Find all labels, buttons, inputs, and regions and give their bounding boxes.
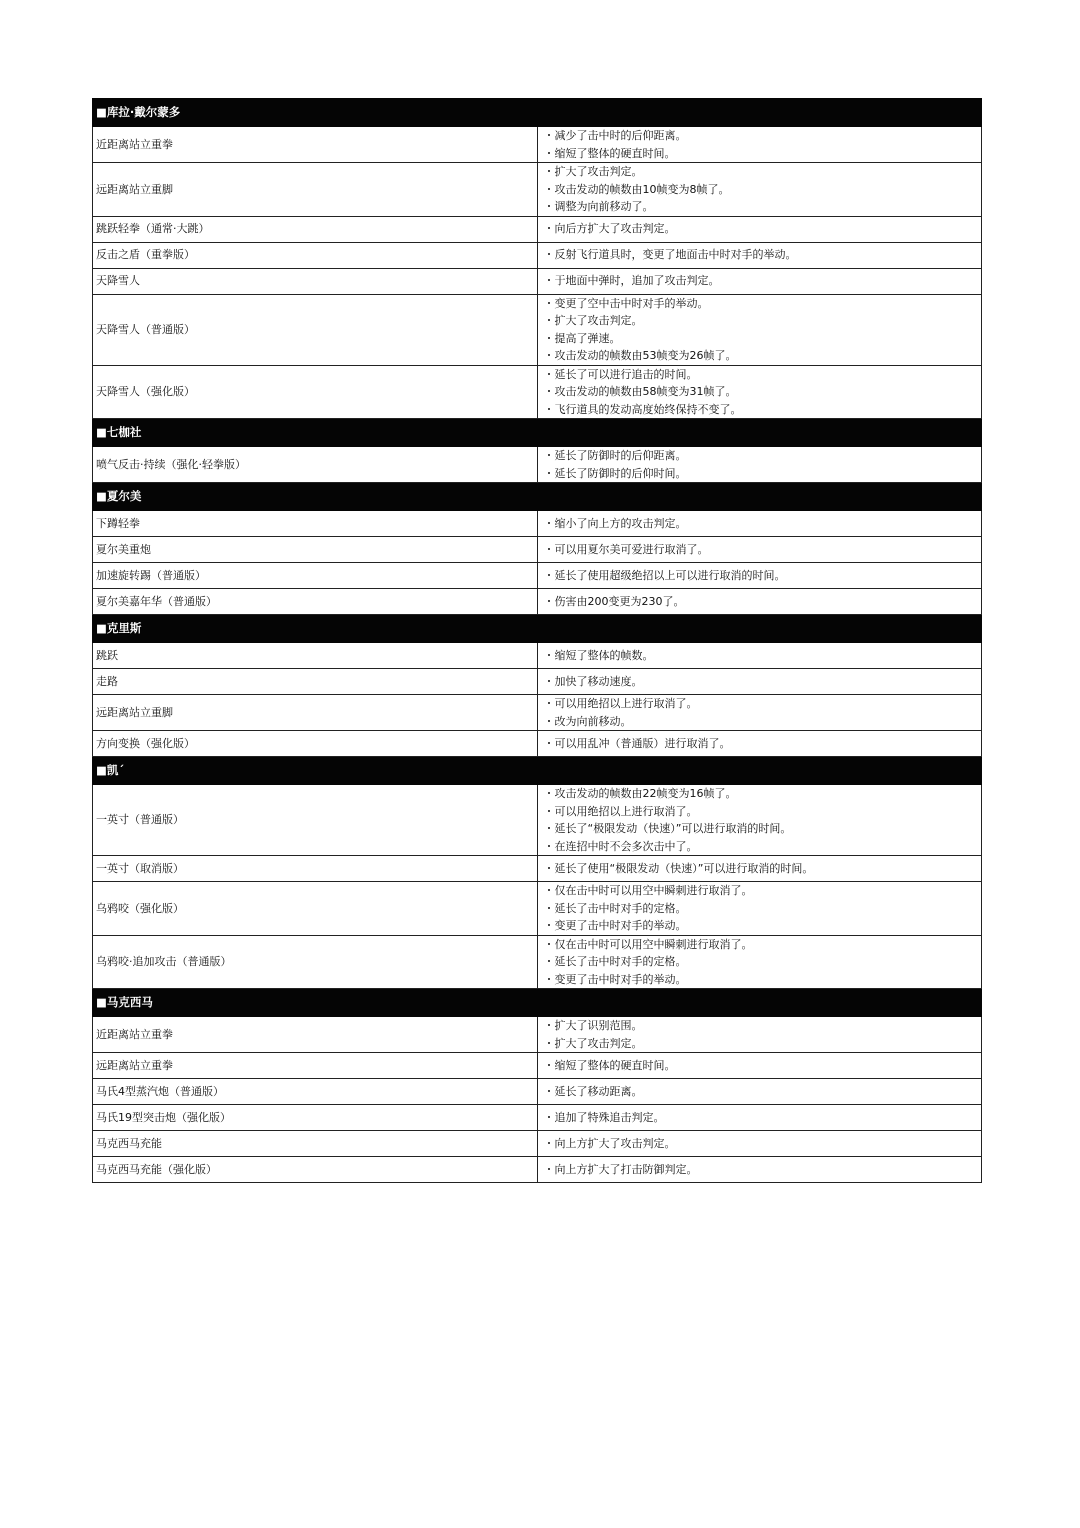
section-title: ■马克西马 xyxy=(93,989,982,1017)
move-name-cell: 跳跃轻拳（通常·大跳） xyxy=(93,216,538,242)
change-note-line: ・缩短了整体的帧数。 xyxy=(543,648,654,662)
change-notes-cell xyxy=(537,242,982,268)
table-row xyxy=(93,447,982,483)
change-note-line: ・可以用绝招以上进行取消了。 xyxy=(543,804,698,818)
change-note-line: ・延长了击中时对手的定格。 xyxy=(543,955,687,968)
change-note-line: ・攻击发动的帧数由58帧变为31帧了。 xyxy=(543,385,737,398)
section-header xyxy=(93,615,982,643)
move-name-cell: 马氏19型突击炮（强化版） xyxy=(93,1105,538,1131)
table-row xyxy=(93,563,982,589)
change-notes-cell xyxy=(537,669,982,695)
change-note-line: ・可以用绝招以上进行取消了。 xyxy=(543,697,698,710)
section-title: ■克里斯 xyxy=(93,615,982,643)
change-notes-cell xyxy=(537,294,982,365)
table-row xyxy=(93,643,982,669)
table-row xyxy=(93,669,982,695)
change-notes-cell xyxy=(537,365,982,419)
change-notes-cell xyxy=(537,695,982,731)
move-name-cell: 夏尔美嘉年华（普通版） xyxy=(93,589,538,615)
change-notes-cell xyxy=(537,163,982,217)
change-note-line: ・扩大了攻击判定。 xyxy=(543,165,643,178)
change-notes-cell xyxy=(537,1053,982,1079)
change-notes-cell xyxy=(537,1105,982,1131)
change-notes-cell xyxy=(537,1079,982,1105)
move-name-cell: 天降雪人（普通版） xyxy=(93,294,538,365)
table-row xyxy=(93,511,982,537)
change-notes-cell xyxy=(537,785,982,856)
move-name-cell: 马克西马充能 xyxy=(93,1131,538,1157)
table-row xyxy=(93,163,982,217)
change-note-line: ・于地面中弹时，追加了攻击判定。 xyxy=(543,274,720,288)
change-notes-cell xyxy=(537,216,982,242)
table-row xyxy=(93,1157,982,1183)
change-note-line: ・延长了使用超级绝招以上可以进行取消的时间。 xyxy=(543,568,786,582)
patch-notes-body xyxy=(93,99,982,1183)
patch-notes-table xyxy=(92,98,982,1183)
change-note-line: ・变更了击中时对手的举动。 xyxy=(543,919,687,932)
move-name-cell: 近距离站立重拳 xyxy=(93,127,538,163)
change-note-line: ・攻击发动的帧数由53帧变为26帧了。 xyxy=(543,349,737,362)
table-row xyxy=(93,365,982,419)
move-name-cell: 天降雪人 xyxy=(93,268,538,294)
table-row xyxy=(93,731,982,757)
change-note-line: ・变更了空中击中时对手的举动。 xyxy=(543,296,709,310)
change-notes-cell xyxy=(537,882,982,936)
section-header xyxy=(93,757,982,785)
section-header xyxy=(93,419,982,447)
change-note-line: ・攻击发动的帧数由22帧变为16帧了。 xyxy=(543,787,737,800)
change-note-line: ・延长了防御时的后仰距离。 xyxy=(543,449,687,462)
move-name-cell: 加速旋转踢（普通版） xyxy=(93,563,538,589)
patch-notes-sheet xyxy=(92,98,982,1183)
change-notes-cell xyxy=(537,447,982,483)
change-note-line: ・延长了防御时的后仰时间。 xyxy=(543,466,687,480)
move-name-cell: 走路 xyxy=(93,669,538,695)
change-note-line: ・在连招中时不会多次击中了。 xyxy=(543,839,698,853)
change-note-line: ・追加了特殊追击判定。 xyxy=(543,1110,665,1124)
move-name-cell: 反击之盾（重拳版） xyxy=(93,242,538,268)
table-row xyxy=(93,1131,982,1157)
change-note-line: ・缩小了向上方的攻击判定。 xyxy=(543,516,687,530)
table-row xyxy=(93,537,982,563)
table-row xyxy=(93,589,982,615)
change-notes-cell xyxy=(537,511,982,537)
change-notes-cell xyxy=(537,1131,982,1157)
change-note-line: ・扩大了攻击判定。 xyxy=(543,314,643,327)
move-name-cell: 马氏4型蒸汽炮（普通版） xyxy=(93,1079,538,1105)
move-name-cell: 天降雪人（强化版） xyxy=(93,365,538,419)
section-header xyxy=(93,99,982,127)
change-note-line: ・扩大了识别范围。 xyxy=(543,1019,643,1032)
change-note-line: ・扩大了攻击判定。 xyxy=(543,1036,643,1050)
move-name-cell: 乌鸦咬·追加攻击（普通版） xyxy=(93,935,538,989)
change-note-line: ・减少了击中时的后仰距离。 xyxy=(543,129,687,142)
change-notes-cell xyxy=(537,268,982,294)
change-note-line: ・可以用夏尔美可爱进行取消了。 xyxy=(543,542,709,556)
change-note-line: ・提高了弹速。 xyxy=(543,331,621,345)
move-name-cell: 夏尔美重炮 xyxy=(93,537,538,563)
change-notes-cell xyxy=(537,537,982,563)
table-row xyxy=(93,1053,982,1079)
change-note-line: ・变更了击中时对手的举动。 xyxy=(543,972,687,986)
move-name-cell: 喷气反击·持续（强化·轻拳版） xyxy=(93,447,538,483)
change-notes-cell xyxy=(537,935,982,989)
table-row xyxy=(93,695,982,731)
change-note-line: ・向上方扩大了攻击判定。 xyxy=(543,1136,676,1150)
section-title: ■七枷社 xyxy=(93,419,982,447)
change-notes-cell xyxy=(537,643,982,669)
table-row xyxy=(93,294,982,365)
change-notes-cell xyxy=(537,856,982,882)
change-note-line: ・延长了可以进行追击的时间。 xyxy=(543,367,698,381)
move-name-cell: 一英寸（普通版） xyxy=(93,785,538,856)
section-title: ■凯´ xyxy=(93,757,982,785)
table-row xyxy=(93,127,982,163)
move-name-cell: 一英寸（取消版） xyxy=(93,856,538,882)
change-note-line: ・向上方扩大了打击防御判定。 xyxy=(543,1162,698,1176)
change-note-line: ・仅在击中时可以用空中瞬刺进行取消了。 xyxy=(543,937,753,951)
section-title: ■夏尔美 xyxy=(93,483,982,511)
change-note-line: ・调整为向前移动了。 xyxy=(543,200,654,213)
move-name-cell: 方向变换（强化版） xyxy=(93,731,538,757)
change-note-line: ・缩短了整体的硬直时间。 xyxy=(543,1058,676,1072)
change-note-line: ・缩短了整体的硬直时间。 xyxy=(543,146,676,160)
change-note-line: ・延长了移动距离。 xyxy=(543,1084,643,1098)
change-note-line: ・延长了使用“极限发动（快速）”可以进行取消的时间。 xyxy=(543,861,814,875)
table-row xyxy=(93,216,982,242)
section-header xyxy=(93,483,982,511)
change-notes-cell xyxy=(537,589,982,615)
move-name-cell: 乌鸦咬（强化版） xyxy=(93,882,538,936)
change-note-line: ・延长了击中时对手的定格。 xyxy=(543,901,687,915)
change-note-line: ・攻击发动的帧数由10帧变为8帧了。 xyxy=(543,182,730,196)
change-notes-cell xyxy=(537,563,982,589)
table-row xyxy=(93,1079,982,1105)
change-notes-cell xyxy=(537,1017,982,1053)
table-row xyxy=(93,935,982,989)
change-notes-cell xyxy=(537,731,982,757)
table-row xyxy=(93,1105,982,1131)
move-name-cell: 远距离站立重脚 xyxy=(93,695,538,731)
move-name-cell: 近距离站立重拳 xyxy=(93,1017,538,1053)
section-header xyxy=(93,989,982,1017)
table-row xyxy=(93,785,982,856)
move-name-cell: 远距离站立重拳 xyxy=(93,1053,538,1079)
change-notes-cell xyxy=(537,1157,982,1183)
change-note-line: ・延长了“极限发动（快速）”可以进行取消的时间。 xyxy=(543,822,792,835)
move-name-cell: 马克西马充能（强化版） xyxy=(93,1157,538,1183)
table-row xyxy=(93,1017,982,1053)
move-name-cell: 下蹲轻拳 xyxy=(93,511,538,537)
change-note-line: ・改为向前移动。 xyxy=(543,714,632,728)
table-row xyxy=(93,856,982,882)
table-row xyxy=(93,268,982,294)
move-name-cell: 跳跃 xyxy=(93,643,538,669)
change-note-line: ・加快了移动速度。 xyxy=(543,674,643,688)
change-note-line: ・飞行道具的发动高度始终保持不变了。 xyxy=(543,402,742,416)
change-note-line: ・仅在击中时可以用空中瞬刺进行取消了。 xyxy=(543,884,753,897)
change-note-line: ・伤害由200变更为230了。 xyxy=(543,594,685,608)
move-name-cell: 远距离站立重脚 xyxy=(93,163,538,217)
change-notes-cell xyxy=(537,127,982,163)
change-note-line: ・向后方扩大了攻击判定。 xyxy=(543,222,676,236)
section-title: ■库拉·戴尔蒙多 xyxy=(93,99,982,127)
change-note-line: ・反射飞行道具时，变更了地面击中时对手的举动。 xyxy=(543,248,797,262)
table-row xyxy=(93,242,982,268)
table-row xyxy=(93,882,982,936)
change-note-line: ・可以用乱冲（普通版）进行取消了。 xyxy=(543,736,731,750)
